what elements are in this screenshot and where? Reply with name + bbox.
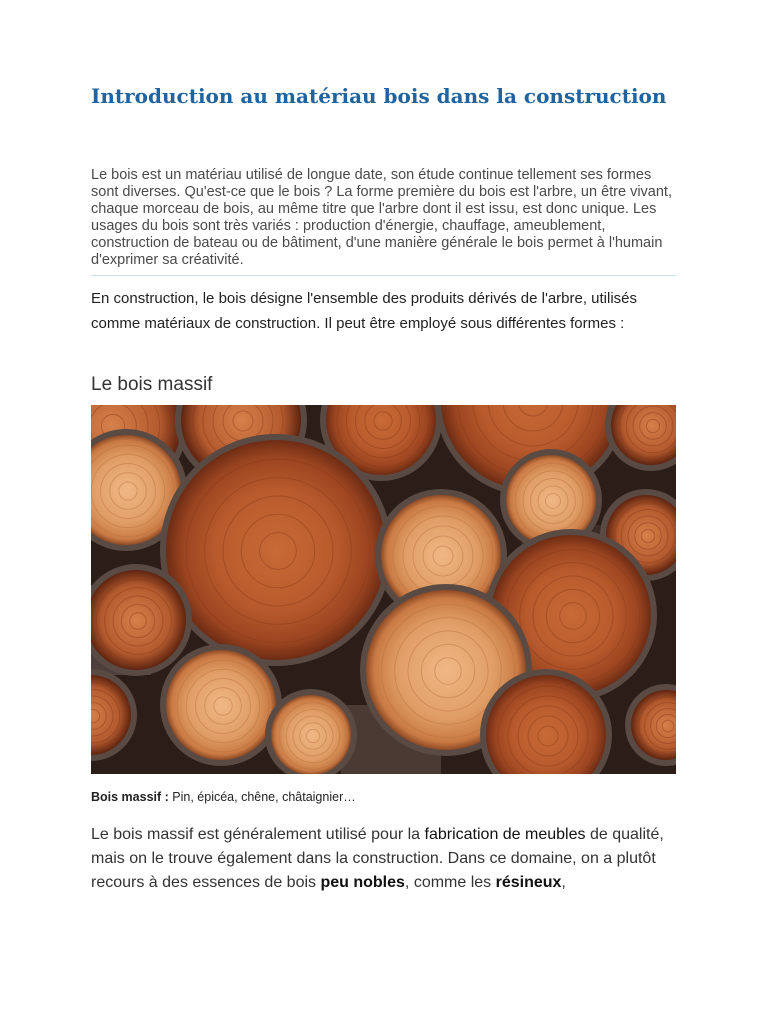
construction-paragraph: En construction, le bois désigne l'ensemble des produits dérivés de l'arbre, utilisés comme matériaux de construction. Il peut être employé sous différentes formes : [91, 290, 638, 332]
log-cross-section [166, 440, 386, 660]
divider [91, 275, 676, 276]
caption-label: Bois massif : [91, 790, 169, 804]
para3-text-2: de qualité, mais on le trouve également dans la construction. Dans ce domaine, on a plutôt recours à des essences de bois [91, 826, 664, 891]
stacked-logs-illustration [91, 405, 676, 774]
para3-text-3: , comme les [404, 874, 496, 891]
para3-text-4: , [561, 874, 566, 891]
section-heading: Le bois massif [91, 374, 213, 395]
para3-text-1: Le bois massif est généralement utilisé pour la [91, 826, 425, 843]
photo-caption [91, 790, 356, 804]
massive-wood-paragraph [91, 823, 681, 895]
caption-text: Pin, épicéa, chêne, châtaignier… [168, 790, 356, 804]
logs-photo [91, 405, 676, 774]
intro-paragraph: Le bois est un matériau utilisé de longue date, son étude continue tellement ses formes sont diverses. Qu'est-ce que le bois ? La forme première du bois est l'arbre, un être vivant, chaque morceau de bois, au même titre que l'arbre dont il est issu, est donc unique. Les usages du bois sont très variés : production d'énergie, chauffage, ameublement, construction de bateau ou de bâtiment, d'une manière générale le bois permet à l'humain d'exprimer sa créativité. [91, 167, 672, 268]
para3-bold-1: peu nobles [320, 874, 405, 891]
para3-highlight: fabrication de meubles [424, 826, 586, 843]
para3-bold-2: résineux [495, 874, 562, 891]
page-title: Introduction au matériau bois dans la construction [91, 84, 667, 108]
